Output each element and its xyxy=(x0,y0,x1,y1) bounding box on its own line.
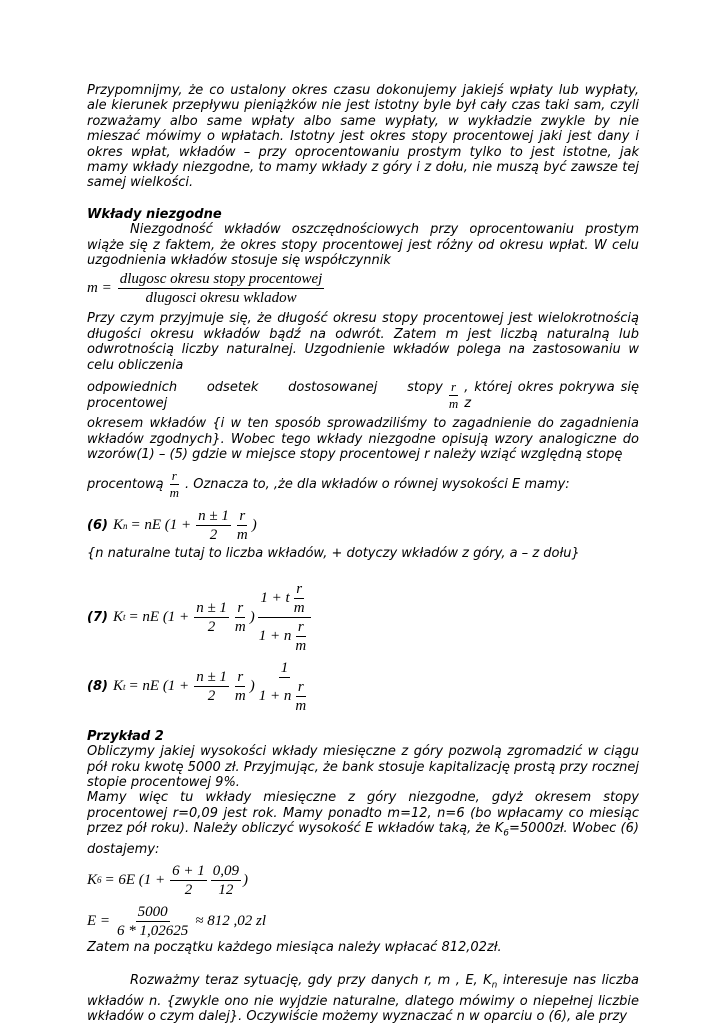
document-page xyxy=(87,83,639,1025)
eq8-K: K xyxy=(113,678,124,695)
eq7-num2: r xyxy=(237,599,244,616)
eq7-bigden-m: m xyxy=(295,637,307,654)
eq7-den2: m xyxy=(234,618,246,635)
eq6-den1: 2 xyxy=(209,527,218,544)
eq8-bigden-m: m xyxy=(295,697,307,714)
adjusted-rate-num: r xyxy=(451,379,457,395)
section-paragraph-1: Niezgodność wkładów oszczędnościowych przy oprocentowaniu prostym wiąże się z faktem, że okres stopy procentowej jest różny od okresu wpłat. W celu uzgodnienia wkładów stosuje się współczynnik xyxy=(87,222,639,269)
eq7-bigden-r: r xyxy=(297,618,304,635)
eq8-big-fraction xyxy=(257,659,312,715)
k6-sub: 6 xyxy=(97,875,102,886)
eq7-big-fraction xyxy=(257,580,312,655)
eq7-den1: 2 xyxy=(207,618,216,635)
eq6-sub: n xyxy=(123,520,128,531)
example-e-equation xyxy=(87,903,639,940)
section-paragraph-2c: okresem wkładów {i w ten sposób sprowadziliśmy to zagadnienie do zagadnienia wkładów zgodnych}. Wobec tego wkłady niezgodne opisują wzory analogiczne do wzorów(1) – (5) gdzie w miejsce stopy procentowej r należy wziąć względną stopę xyxy=(87,416,639,462)
equation-7 xyxy=(87,580,639,655)
k6-num1: 6 + 1 xyxy=(172,862,205,879)
example-paragraph-1: Obliczymy jakiej wysokości wkłady miesięczne z góry pozwolą zgromadzić w ciągu pół roku kwotę 5000 zł. Przyjmując, że bank stosuje kapitalizację prostą przy rocznej stopie procentowej 9%. xyxy=(87,744,639,790)
eq7-bigden: 1 + n xyxy=(258,628,292,645)
section-paragraph-2d xyxy=(87,468,639,501)
e-eq-den: 6 * 1,02625 xyxy=(117,922,189,939)
m-eq-fraction xyxy=(118,270,325,307)
example-conclusion: Zatem na początku każdego miesiąca należy wpłacać 812,02zł. xyxy=(87,939,502,955)
eq6-body: = nE (1 + xyxy=(130,517,192,534)
eq6-num1: n ± 1 xyxy=(198,508,229,525)
k6-den1: 2 xyxy=(184,881,193,898)
eq8-bigden: 1 + n xyxy=(258,688,292,705)
relative-rate-fraction xyxy=(168,468,181,501)
eq7-sub: t xyxy=(123,612,126,623)
eq7-K: K xyxy=(113,608,124,625)
equation-6 xyxy=(87,507,639,544)
m-eq-lhs: m = xyxy=(87,280,112,297)
k6-den2: 12 xyxy=(218,881,234,898)
section-heading-wklady-niezgodne: Wkłady niezgodne xyxy=(87,206,222,222)
para2b-pre: odpowiednich odsetek dostosowanej stopy procentowej xyxy=(87,380,443,411)
eq7-bignum-m: m xyxy=(293,599,305,616)
eq8-bigden-r: r xyxy=(297,678,304,695)
relative-rate-num: r xyxy=(171,468,177,484)
equation-6-note: {n naturalne tutaj to liczba wkładów, + dotyczy wkładów z góry, a – z dołu} xyxy=(87,546,580,562)
final-para-a: Rozważmy teraz sytuację, gdy przy danych r, m , E, K xyxy=(130,972,492,988)
eq7-bignum-r: r xyxy=(296,580,303,597)
intro-paragraph: Przypomnijmy, że co ustalony okres czasu dokonujemy jakiejś wpłaty lub wypłaty, ale kierunek przepływu pieniążków nie jest istotny byle był cały czas taki sam, czyli rozważamy albo same wpłaty albo same wypłaty, w wykładzie zwykle by nie mieszać mówimy o wpłatach. Istotny jest okres stopy procentowej jaki jest dany i okres wpłat, wkładów – przy oprocentowaniu prostym tylko to jest istotne, jak mamy wkłady niezgodne, to mamy wkłady z góry i z dołu, nie muszą być zawsze tej samej wielkości. xyxy=(87,83,639,191)
example-k6-equation xyxy=(87,862,639,899)
e-eq-num: 5000 xyxy=(137,903,168,920)
section-paragraph-2a: Przy czym przyjmuje się, że długość okresu stopy procentowej jest wielokrotnością długości okresu wkładów bądź na odwrót. Zatem m jest liczbą naturalną lub odwrotnością liczby naturalnej. Uzgodnienie wkładów polega na zastosowaniu w celu obliczenia xyxy=(87,311,639,373)
eq6-close: ) xyxy=(251,517,257,534)
adjusted-rate-den: m xyxy=(448,396,459,412)
eq7-body: = nE (1 + xyxy=(128,608,190,625)
m-eq-numerator: dlugosc okresu stopy procentowej xyxy=(119,271,323,288)
final-para-b: interesuje nas liczba wkładów n. {zwykle ono nie wyjdzie naturalne, dlatego mówimy o niepełnej liczbie wkładów o czym dalej}. Oczywiście możemy wyznaczać n w oparciu o (6), ale przy xyxy=(87,972,639,1025)
eq8-den1: 2 xyxy=(207,688,216,705)
e-eq-rhs: ≈ 812 ,02 zl xyxy=(195,912,267,929)
eq6-num2: r xyxy=(239,508,246,525)
section-paragraph-2b xyxy=(87,379,639,412)
m-eq-denominator: dlugosci okresu wkladow xyxy=(145,290,297,307)
para2d-post: . Oznacza to, ,że dla wkładów o równej wysokości E mamy: xyxy=(184,477,570,493)
eq8-label: (8) xyxy=(87,679,108,695)
relative-rate-den: m xyxy=(169,485,179,501)
para2b-post: , której okres pokrywa się z xyxy=(464,380,639,411)
example-para2-b: =5000zł. Wobec (6) dostajemy: xyxy=(87,821,639,858)
eq8-num2: r xyxy=(237,669,244,686)
example-heading: Przykład 2 xyxy=(87,728,164,744)
eq8-body: = nE (1 + xyxy=(128,678,190,695)
k6-close: ) xyxy=(243,871,249,888)
eq7-num1: n ± 1 xyxy=(196,599,227,616)
example-paragraph-2 xyxy=(87,790,639,857)
adjusted-rate-fraction xyxy=(447,379,460,412)
m-coefficient-equation xyxy=(87,270,639,307)
e-eq-lhs: E = xyxy=(87,912,111,929)
final-para-sub: n xyxy=(491,980,498,991)
example-para2-a: Mamy więc tu wkłady miesięczne z góry niezgodne, gdyż okresem stopy procentowej r=0,09 jest rok. Mamy ponadto m=12, n=6 (bo wpłacamy co miesiąc przez pół roku). Należy obliczyć wysokość E wkładów taką, że K xyxy=(87,790,639,837)
eq8-sub: t xyxy=(123,681,126,692)
k6-num2: 0,09 xyxy=(212,862,240,879)
equation-8 xyxy=(87,659,639,715)
final-paragraph xyxy=(87,973,639,1025)
k6-body: = 6E (1 + xyxy=(104,871,166,888)
eq7-label: (7) xyxy=(87,609,108,625)
eq8-den2: m xyxy=(234,688,246,705)
para2d-pre: procentową xyxy=(87,477,164,493)
eq6-label: (6) xyxy=(87,518,108,534)
eq6-K: K xyxy=(113,517,124,534)
example-para2-sub: 6 xyxy=(503,828,510,839)
eq8-bignum: 1 xyxy=(280,659,289,676)
eq7-close: ) xyxy=(249,608,255,625)
eq6-den2: m xyxy=(236,527,248,544)
eq8-close: ) xyxy=(249,678,255,695)
eq7-bignum: 1 + t xyxy=(260,590,290,607)
eq8-num1: n ± 1 xyxy=(196,669,227,686)
k6-K: K xyxy=(87,871,98,888)
